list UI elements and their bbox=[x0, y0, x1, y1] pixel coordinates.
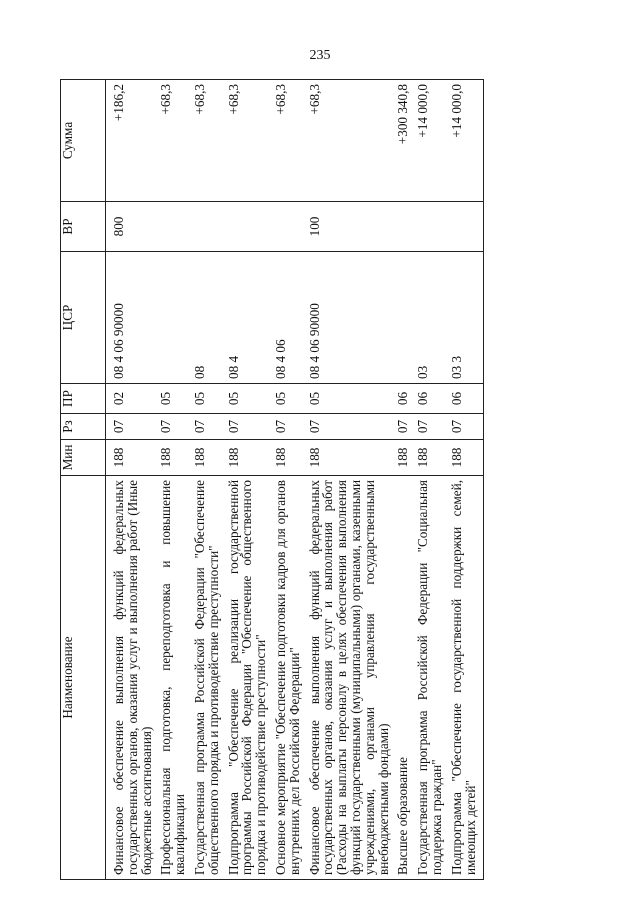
table-row bbox=[396, 80, 416, 880]
row-name: Финансовое обеспечение выполнения функций федеральных государственных органов, оказания услуг и выполнения работ (Расходы на выплаты персоналу в целях обеспечения выполнения функций государственными (муниципальными) органами, казенными учреждениями, органами управления государственными внебюджетными фондами) bbox=[308, 476, 397, 880]
row-rz: 07 bbox=[193, 414, 227, 440]
row-name: Финансовое обеспечение выполнения функций федеральных государственных органов, оказания услуг и выполнения работ (Иные бюджетные ассигнования) bbox=[106, 476, 160, 880]
row-min: 188 bbox=[396, 440, 416, 476]
row-pr: 05 bbox=[227, 384, 274, 414]
page-number: 235 bbox=[309, 48, 331, 63]
row-min: 188 bbox=[106, 440, 160, 476]
row-csr: 08 4 06 90000 bbox=[308, 252, 397, 384]
table-row bbox=[308, 80, 397, 880]
table-row bbox=[159, 80, 193, 880]
row-sum: +14 000,0 bbox=[416, 80, 450, 202]
row-vr bbox=[193, 202, 227, 252]
row-pr: 05 bbox=[308, 384, 397, 414]
table-row bbox=[450, 80, 484, 880]
row-pr: 05 bbox=[193, 384, 227, 414]
row-sum: +68,3 bbox=[227, 80, 274, 202]
row-sum: +68,3 bbox=[159, 80, 193, 202]
row-vr: 800 bbox=[106, 202, 160, 252]
header-min: Мин bbox=[61, 440, 106, 476]
row-csr bbox=[159, 252, 193, 384]
row-vr bbox=[159, 202, 193, 252]
header-sum: Сумма bbox=[61, 80, 106, 202]
row-vr bbox=[274, 202, 308, 252]
row-name: Профессиональная подготовка, переподготовка и повышение квалификации bbox=[159, 476, 193, 880]
header-csr: ЦСР bbox=[61, 252, 106, 384]
row-sum: +68,3 bbox=[274, 80, 308, 202]
row-csr: 08 4 06 90000 bbox=[106, 252, 160, 384]
row-name: Высшее образование bbox=[396, 476, 416, 880]
row-rz: 07 bbox=[416, 414, 450, 440]
row-min: 188 bbox=[159, 440, 193, 476]
row-rz: 07 bbox=[396, 414, 416, 440]
row-sum: +186,2 bbox=[106, 80, 160, 202]
row-rz: 07 bbox=[227, 414, 274, 440]
row-sum: +14 000,0 bbox=[450, 80, 484, 202]
row-rz: 07 bbox=[159, 414, 193, 440]
row-vr: 100 bbox=[308, 202, 397, 252]
row-name: Государственная программа Российской Федерации "Обеспечение общественного порядка и противодействие преступности" bbox=[193, 476, 227, 880]
row-min: 188 bbox=[416, 440, 450, 476]
row-rz: 07 bbox=[274, 414, 308, 440]
row-rz: 07 bbox=[106, 414, 160, 440]
header-pr: ПР bbox=[61, 384, 106, 414]
row-pr: 05 bbox=[159, 384, 193, 414]
row-csr: 08 4 06 bbox=[274, 252, 308, 384]
header-vr: ВР bbox=[61, 202, 106, 252]
table-row bbox=[106, 80, 160, 880]
row-vr bbox=[450, 202, 484, 252]
budget-table bbox=[60, 79, 484, 880]
row-min: 188 bbox=[308, 440, 397, 476]
header-name: Наименование bbox=[61, 476, 106, 880]
table-row bbox=[193, 80, 227, 880]
row-min: 188 bbox=[193, 440, 227, 476]
row-pr: 06 bbox=[450, 384, 484, 414]
row-sum: +68,3 bbox=[193, 80, 227, 202]
row-sum: +300 340,8 bbox=[396, 80, 416, 202]
row-csr: 08 bbox=[193, 252, 227, 384]
row-pr: 06 bbox=[396, 384, 416, 414]
header-rz: Рз bbox=[61, 414, 106, 440]
row-rz: 07 bbox=[308, 414, 397, 440]
row-vr bbox=[227, 202, 274, 252]
table-header-row bbox=[61, 80, 106, 880]
row-name: Основное мероприятие "Обеспечение подготовки кадров для органов внутренних дел Российской Федерации" bbox=[274, 476, 308, 880]
row-name: Подпрограмма "Обеспечение государственной поддержки семей, имеющих детей" bbox=[450, 476, 484, 880]
row-name: Государственная программа Российской Федерации "Социальная поддержка граждан" bbox=[416, 476, 450, 880]
row-min: 188 bbox=[274, 440, 308, 476]
row-csr: 03 bbox=[416, 252, 450, 384]
row-pr: 02 bbox=[106, 384, 160, 414]
row-vr bbox=[396, 202, 416, 252]
row-name: Подпрограмма "Обеспечение реализации государственной программы Российской Федерации "Обеспечение общественного порядка и противодействие преступности" bbox=[227, 476, 274, 880]
row-min: 188 bbox=[227, 440, 274, 476]
row-csr bbox=[396, 252, 416, 384]
table-row bbox=[416, 80, 450, 880]
row-csr: 08 4 bbox=[227, 252, 274, 384]
rotated-table-container bbox=[60, 80, 600, 880]
table-row bbox=[274, 80, 308, 880]
row-pr: 05 bbox=[274, 384, 308, 414]
row-rz: 07 bbox=[450, 414, 484, 440]
row-csr: 03 3 bbox=[450, 252, 484, 384]
row-sum: +68,3 bbox=[308, 80, 397, 202]
table-row bbox=[227, 80, 274, 880]
row-vr bbox=[416, 202, 450, 252]
row-min: 188 bbox=[450, 440, 484, 476]
row-pr: 06 bbox=[416, 384, 450, 414]
